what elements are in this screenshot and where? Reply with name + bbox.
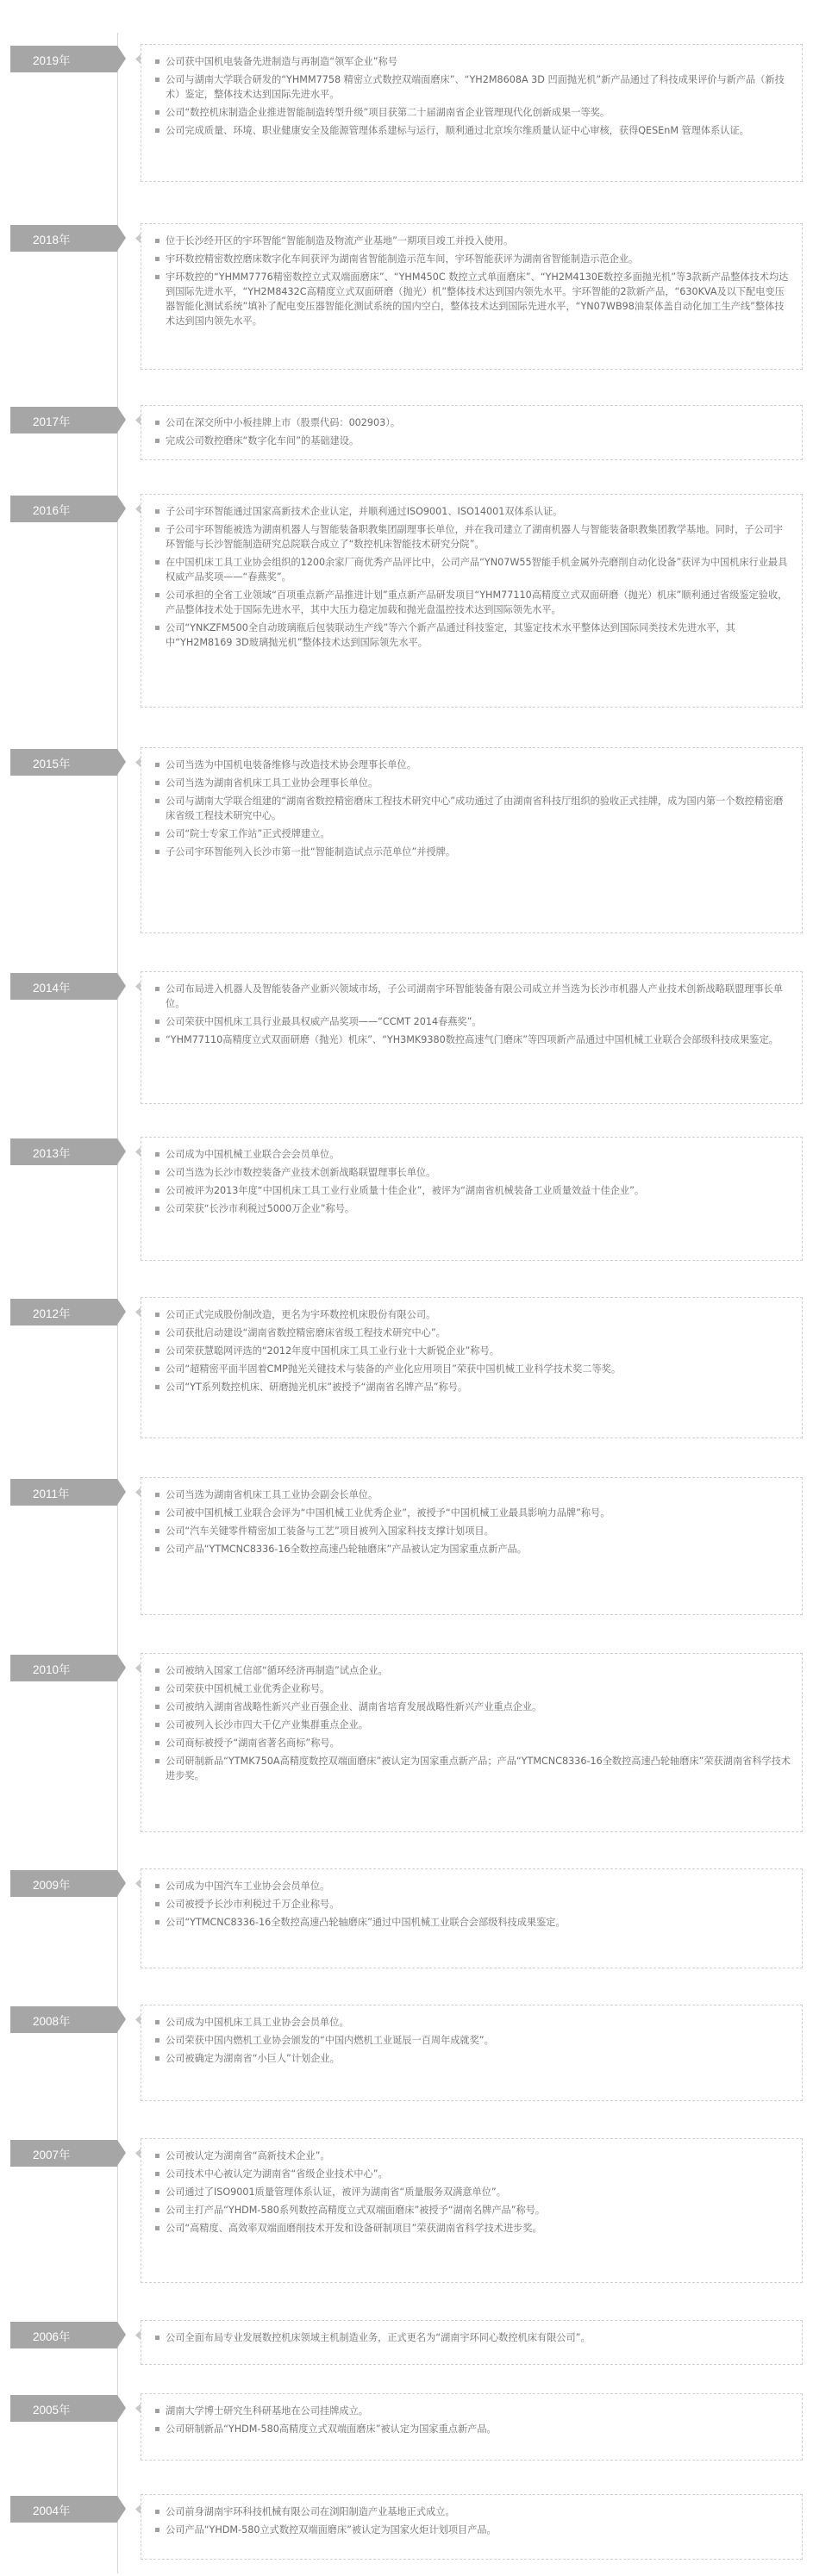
event-item: 公司“数控机床制造企业推进智能制造转型升级”项目获第二十届湖南省企业管理现代化创新成果一等奖。 (155, 105, 791, 120)
event-item: 公司“YT系列数控机床、研磨抛光机床”被授予“湖南省名牌产品”称号。 (155, 1380, 791, 1394)
event-item: 公司当选为长沙市数控装备产业技术创新战略联盟理事长单位。 (155, 1165, 791, 1180)
year-events-box (141, 1868, 803, 1968)
event-item: 公司当选为湖南省机床工具工业协会理事长单位。 (155, 776, 791, 790)
event-item: 公司前身湖南宇环科技机械有限公司在浏阳制造产业基地正式成立。 (155, 2504, 791, 2519)
event-item: 公司获批启动建设“湖南省数控精密磨床省级工程技术研究中心”。 (155, 1325, 791, 1340)
year-events-box (141, 2320, 803, 2365)
year-events-box (141, 1477, 803, 1615)
year-label: 2014年 (10, 973, 117, 1000)
event-item: 公司被纳入国家工信部“循环经济再制造”试点企业。 (155, 1663, 791, 1678)
event-item: 公司研制新品“YHDM-580高精度立式双端面磨床”被认定为国家重点新产品。 (155, 2422, 791, 2436)
year-label: 2016年 (10, 496, 117, 522)
event-item: 子公司宇环智能被选为湖南机器人与智能装备职教集团副理事长单位，并在我司建立了湖南机器人与智能装备职教集团教学基地。同时，子公司宇环智能与长沙智能制造研究总院联合成立了“数控机床智能技术研究分院”。 (155, 522, 791, 552)
year-events-box (141, 405, 803, 460)
event-item: 公司产品“YTMCNC8336-16全数控高速凸轮轴磨床”产品被认定为国家重点新产品。 (155, 1542, 791, 1556)
year-events-box (141, 2393, 803, 2461)
event-item: 公司“YNKZFM500全自动玻璃瓶后包装联动生产线”等六个新产品通过科技鉴定，其鉴定技术水平整体达到国际同类技术先进水平，其中“YH2M8169 3D玻璃抛光机”整体技术达到国际领先水平。 (155, 621, 791, 650)
year-events-box (141, 2494, 803, 2560)
event-item: 公司全面布局专业发展数控机床领域主机制造业务，正式更名为“湖南宇环同心数控机床有限公司”。 (155, 2330, 791, 2345)
event-item: 公司布局进入机器人及智能装备产业新兴领域市场，子公司湖南宇环智能装备有限公司成立并当选为长沙市机器人产业技术创新战略联盟理事长单位。 (155, 982, 791, 1011)
event-item: 子公司宇环智能列入长沙市第一批“智能制造试点示范单位”并授牌。 (155, 845, 791, 859)
event-item: 公司“汽车关键零件精密加工装备与工艺”项目被列入国家科技支撑计划项目。 (155, 1524, 791, 1538)
event-item: 湖南大学博士研究生科研基地在公司挂牌成立。 (155, 2404, 791, 2418)
event-item: 公司荣获慧聪网评选的“2012年度中国机床工具工业行业十大新锐企业”称号。 (155, 1344, 791, 1358)
event-item: 公司被确定为湖南省“小巨人”计划企业。 (155, 2051, 791, 2066)
event-item: 公司技术中心被认定为湖南省“省级企业技术中心”。 (155, 2167, 791, 2181)
event-item: 公司产品“YHDM-580立式数控双端面磨床”被认定为国家火炬计划项目产品。 (155, 2523, 791, 2537)
event-item: 公司被纳入湖南省战略性新兴产业百强企业、湖南省培育发展战略性新兴产业重点企业。 (155, 1700, 791, 1714)
event-item: 公司被列入长沙市四大千亿产业集群重点企业。 (155, 1718, 791, 1732)
event-item: 公司承担的全省工业领域“百项重点新产品推进计划”重点新产品研发项目“YHM77110高精度立式双面研磨（抛光）机床”顺利通过省级鉴定验收，产品整体技术处于国际先进水平，其中大压力稳定加载和抛光盘温控技术达到国际领先水平。 (155, 588, 791, 617)
year-label: 2019年 (10, 46, 117, 72)
event-item: 公司正式完成股份制改造，更名为宇环数控机床股份有限公司。 (155, 1307, 791, 1322)
event-item: 公司完成质量、环境、职业健康安全及能源管理体系建标与运行，顺利通过北京埃尔维质量认证中心审核，获得QESEnM 管理体系认证。 (155, 123, 791, 138)
year-label: 2010年 (10, 1655, 117, 1681)
year-label: 2013年 (10, 1138, 117, 1165)
event-item: 完成公司数控磨床“数字化车间”的基础建设。 (155, 433, 791, 448)
year-label: 2008年 (10, 2006, 117, 2033)
event-item: 在中国机床工具工业协会组织的1200余家厂商优秀产品评比中，公司产品“YN07W55智能手机金属外壳磨削自动化设备”获评为中国机床行业最具权威产品奖项——“春燕奖”。 (155, 555, 791, 584)
year-events-box (141, 747, 803, 933)
year-events-box (141, 1137, 803, 1261)
year-label: 2009年 (10, 1870, 117, 1897)
event-item: 位于长沙经开区的宇环智能“智能制造及物流产业基地”一期项目竣工并投入使用。 (155, 234, 791, 248)
year-label: 2007年 (10, 2140, 117, 2167)
event-item: 宇环数控的“YHMM7776精密数控立式双端面磨床”、“YHM450C 数控立式单面磨床”、“YH2M4130E数控多面抛光机”等3款新产品整体技术均达到国际先进水平，“YH2M8432C高精度立式双面研磨（抛光）机”整体技术达到国内领先水平。宇环智能的2款新产品，“630KVA及以下配电变压器智能化测试系统”填补了配电变压器智能化测试系统的国内空白，整体技术达到国际先进水平，“YN07WB98油泵体盖自动化加工生产线”整体技术达到国内领先水平。 (155, 270, 791, 328)
event-item: 公司与湖南大学联合组建的“湖南省数控精密磨床工程技术研究中心”成功通过了由湖南省科技厅组织的验收正式挂牌，成为国内第一个数控精密磨床省级工程技术研究中心。 (155, 794, 791, 823)
event-item: 子公司宇环智能通过国家高新技术企业认定，并顺利通过ISO9001、ISO14001双体系认证。 (155, 504, 791, 519)
event-item: 公司研制新品“YTMK750A高精度数控双端面磨床”被认定为国家重点新产品；产品“YTMCNC8336-16全数控高速凸轮轴磨床”荣获湖南省科学技术进步奖。 (155, 1754, 791, 1783)
event-item: “YHM77110高精度立式双面研磨（抛光）机床”、“YH3MK9380数控高速气门磨床”等四项新产品通过中国机械工业联合会部级科技成果鉴定。 (155, 1032, 791, 1047)
event-item: 公司当选为中国机电装备维修与改造技术协会理事长单位。 (155, 758, 791, 772)
year-events-box (141, 971, 803, 1104)
year-events-box (141, 1653, 803, 1832)
year-label: 2005年 (10, 2395, 117, 2422)
year-label: 2011年 (10, 1479, 117, 1506)
event-item: 公司当选为湖南省机床工具工业协会副会长单位。 (155, 1488, 791, 1502)
event-item: 公司成为中国机床工具工业协会会员单位。 (155, 2015, 791, 2030)
year-events-box (141, 2138, 803, 2283)
event-item: 公司荣获中国内燃机工业协会颁发的“中国内燃机工业诞辰一百周年成就奖”。 (155, 2033, 791, 2048)
year-label: 2018年 (10, 225, 117, 252)
event-item: 公司被中国机械工业联合会评为“中国机械工业优秀企业”，被授予“中国机械工业最具影响力品牌”称号。 (155, 1506, 791, 1520)
event-item: 公司“YTMCNC8336-16全数控高速凸轮轴磨床”通过中国机械工业联合会部级科技成果鉴定。 (155, 1915, 791, 1930)
year-label: 2006年 (10, 2322, 117, 2348)
event-item: 公司“院士专家工作站”正式授牌建立。 (155, 826, 791, 841)
year-label: 2012年 (10, 1299, 117, 1325)
event-item: 公司被认定为湖南省“高新技术企业”。 (155, 2149, 791, 2163)
year-label: 2015年 (10, 749, 117, 776)
event-item: 公司被授予长沙市利税过千万企业称号。 (155, 1897, 791, 1912)
event-item: 公司荣获中国机床工具行业最具权威产品奖项——“CCMT 2014春燕奖”。 (155, 1014, 791, 1029)
event-item: 公司通过了ISO9001质量管理体系认证，被评为湖南省“质量服务双满意单位”。 (155, 2185, 791, 2199)
event-item: 公司商标被授予“湖南省著名商标”称号。 (155, 1736, 791, 1750)
year-label: 2017年 (10, 407, 117, 433)
event-item: 公司“高精度、高效率双端面磨削技术开发和设备研制项目”荣获湖南省科学技术进步奖。 (155, 2221, 791, 2236)
year-events-box (141, 2005, 803, 2101)
event-item: 公司与湖南大学联合研发的“YHMM7758 精密立式数控双端面磨床”、“YH2M8608A 3D 凹面抛光机”新产品通过了科技成果评价与新产品（新技术）鉴定，整体技术达到国际先进水平。 (155, 72, 791, 102)
event-item: 宇环数控精密数控磨床数字化车间获评为湖南省智能制造示范车间，宇环智能获评为湖南省智能制造示范企业。 (155, 252, 791, 266)
event-item: 公司被评为2013年度“中国机床工具工业行业质量十佳企业”，被评为“湖南省机械装备工业质量效益十佳企业”。 (155, 1183, 791, 1198)
event-item: 公司成为中国机械工业联合会会员单位。 (155, 1147, 791, 1162)
event-item: 公司成为中国汽车工业协会会员单位。 (155, 1879, 791, 1893)
event-item: 公司主打产品“YHDM-580系列数控高精度立式双端面磨床”被授予“湖南名牌产品”称号。 (155, 2203, 791, 2217)
event-item: 公司“超精密平面半固着CMP抛光关键技术与装备的产业化应用项目”荣获中国机械工业科学技术奖二等奖。 (155, 1362, 791, 1376)
event-item: 公司获中国机电装备先进制造与再制造“领军企业”称号 (155, 54, 791, 69)
year-label: 2004年 (10, 2496, 117, 2523)
year-events-box (141, 44, 803, 182)
year-events-box (141, 494, 803, 708)
event-item: 公司在深交所中小板挂牌上市（股票代码：002903）。 (155, 415, 791, 430)
event-item: 公司荣获中国机械工业优秀企业称号。 (155, 1681, 791, 1696)
event-item: 公司荣获“长沙市利税过5000万企业”称号。 (155, 1201, 791, 1216)
year-events-box (141, 223, 803, 370)
year-events-box (141, 1297, 803, 1438)
